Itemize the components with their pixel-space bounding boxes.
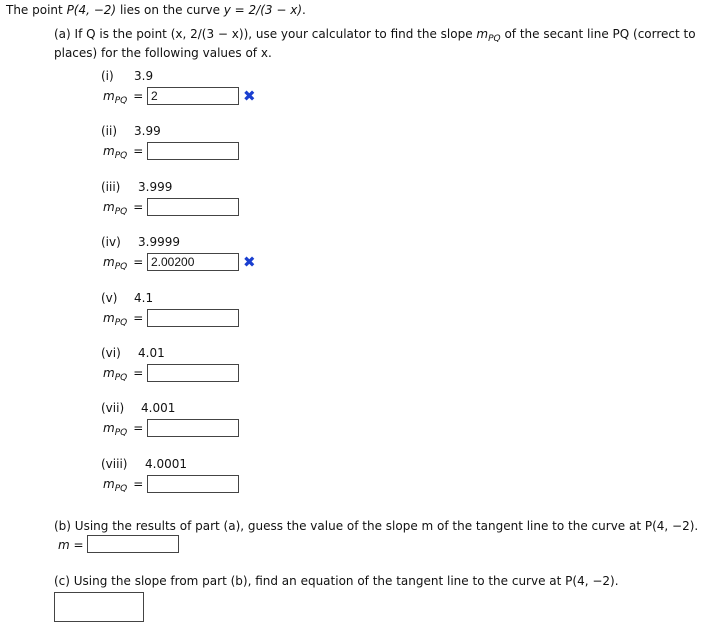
row-x-value: 3.999 [138,180,173,194]
mpq-label: $m_{PQ}$ = [103,89,144,106]
mpq-input[interactable]: 2.00200 [147,253,239,271]
row-x-value: 3.99 [134,124,161,138]
mpq-label: $m_{PQ}$ = [103,311,144,328]
row-label [101,235,180,249]
row-label [101,124,161,138]
mpq-label: $m_{PQ}$ = [103,144,144,161]
row-label [101,291,154,305]
slope-m-input[interactable] [87,535,179,553]
row-x-value: 3.9 [134,69,154,83]
mpq-label: $m_{PQ}$ = [103,200,144,217]
row-roman-label: (i) [101,69,114,83]
problem-statement: The point P(4, −2) lies on the curve y = 2/(3 − x). [6,3,306,17]
mpq-input[interactable] [147,364,239,382]
point-p: P(4, −2) [66,3,117,17]
mpq-label: $m_{PQ}$ = [103,255,144,272]
row-x-value: 4.0001 [145,457,187,471]
row-roman-label: (iii) [101,180,121,194]
row-label [101,180,173,194]
row-label [101,401,176,415]
row-roman-label: (vi) [101,346,121,360]
mpq-input[interactable]: 2 [147,87,239,105]
curve-equation: y = 2/(3 − x) [223,3,303,17]
mpq-input[interactable] [147,309,239,327]
part-a-instructions: (a) If Q is the point (x, 2/(3 − x)), use your calculator to find the slope $m_{PQ}$ of the secant line PQ (correct to [54,27,696,44]
part-b-question: (b) Using the results of part (a), guess the value of the slope m of the tangent line to the curve at P(4, −2). [54,519,699,533]
mpq-input[interactable] [147,475,239,493]
row-x-value: 4.001 [141,401,176,415]
mpq-input[interactable] [147,142,239,160]
row-roman-label: (ii) [101,124,118,138]
row-x-value: 4.01 [138,346,165,360]
row-roman-label: (viii) [101,457,128,471]
row-x-value: 3.9999 [138,235,180,249]
mpq-input[interactable] [147,198,239,216]
part-c-question: (c) Using the slope from part (b), find an equation of the tangent line to the curve at P(4, −2). [54,574,619,588]
row-roman-label: (vii) [101,401,125,415]
mpq-label: $m_{PQ}$ = [103,421,144,438]
part-a-instructions-cont: places) for the following values of x. [54,46,272,60]
m-label: m = [58,538,84,552]
row-label [101,69,154,83]
mpq-label: $m_{PQ}$ = [103,366,144,383]
row-label [101,457,187,471]
row-label [101,346,165,360]
incorrect-x-icon: ✖ [243,253,256,271]
row-roman-label: (v) [101,291,118,305]
mpq-input[interactable] [147,419,239,437]
row-x-value: 4.1 [134,291,154,305]
incorrect-x-icon: ✖ [243,87,256,105]
row-roman-label: (iv) [101,235,121,249]
mpq-label: $m_{PQ}$ = [103,477,144,494]
tangent-equation-input[interactable] [54,592,144,622]
